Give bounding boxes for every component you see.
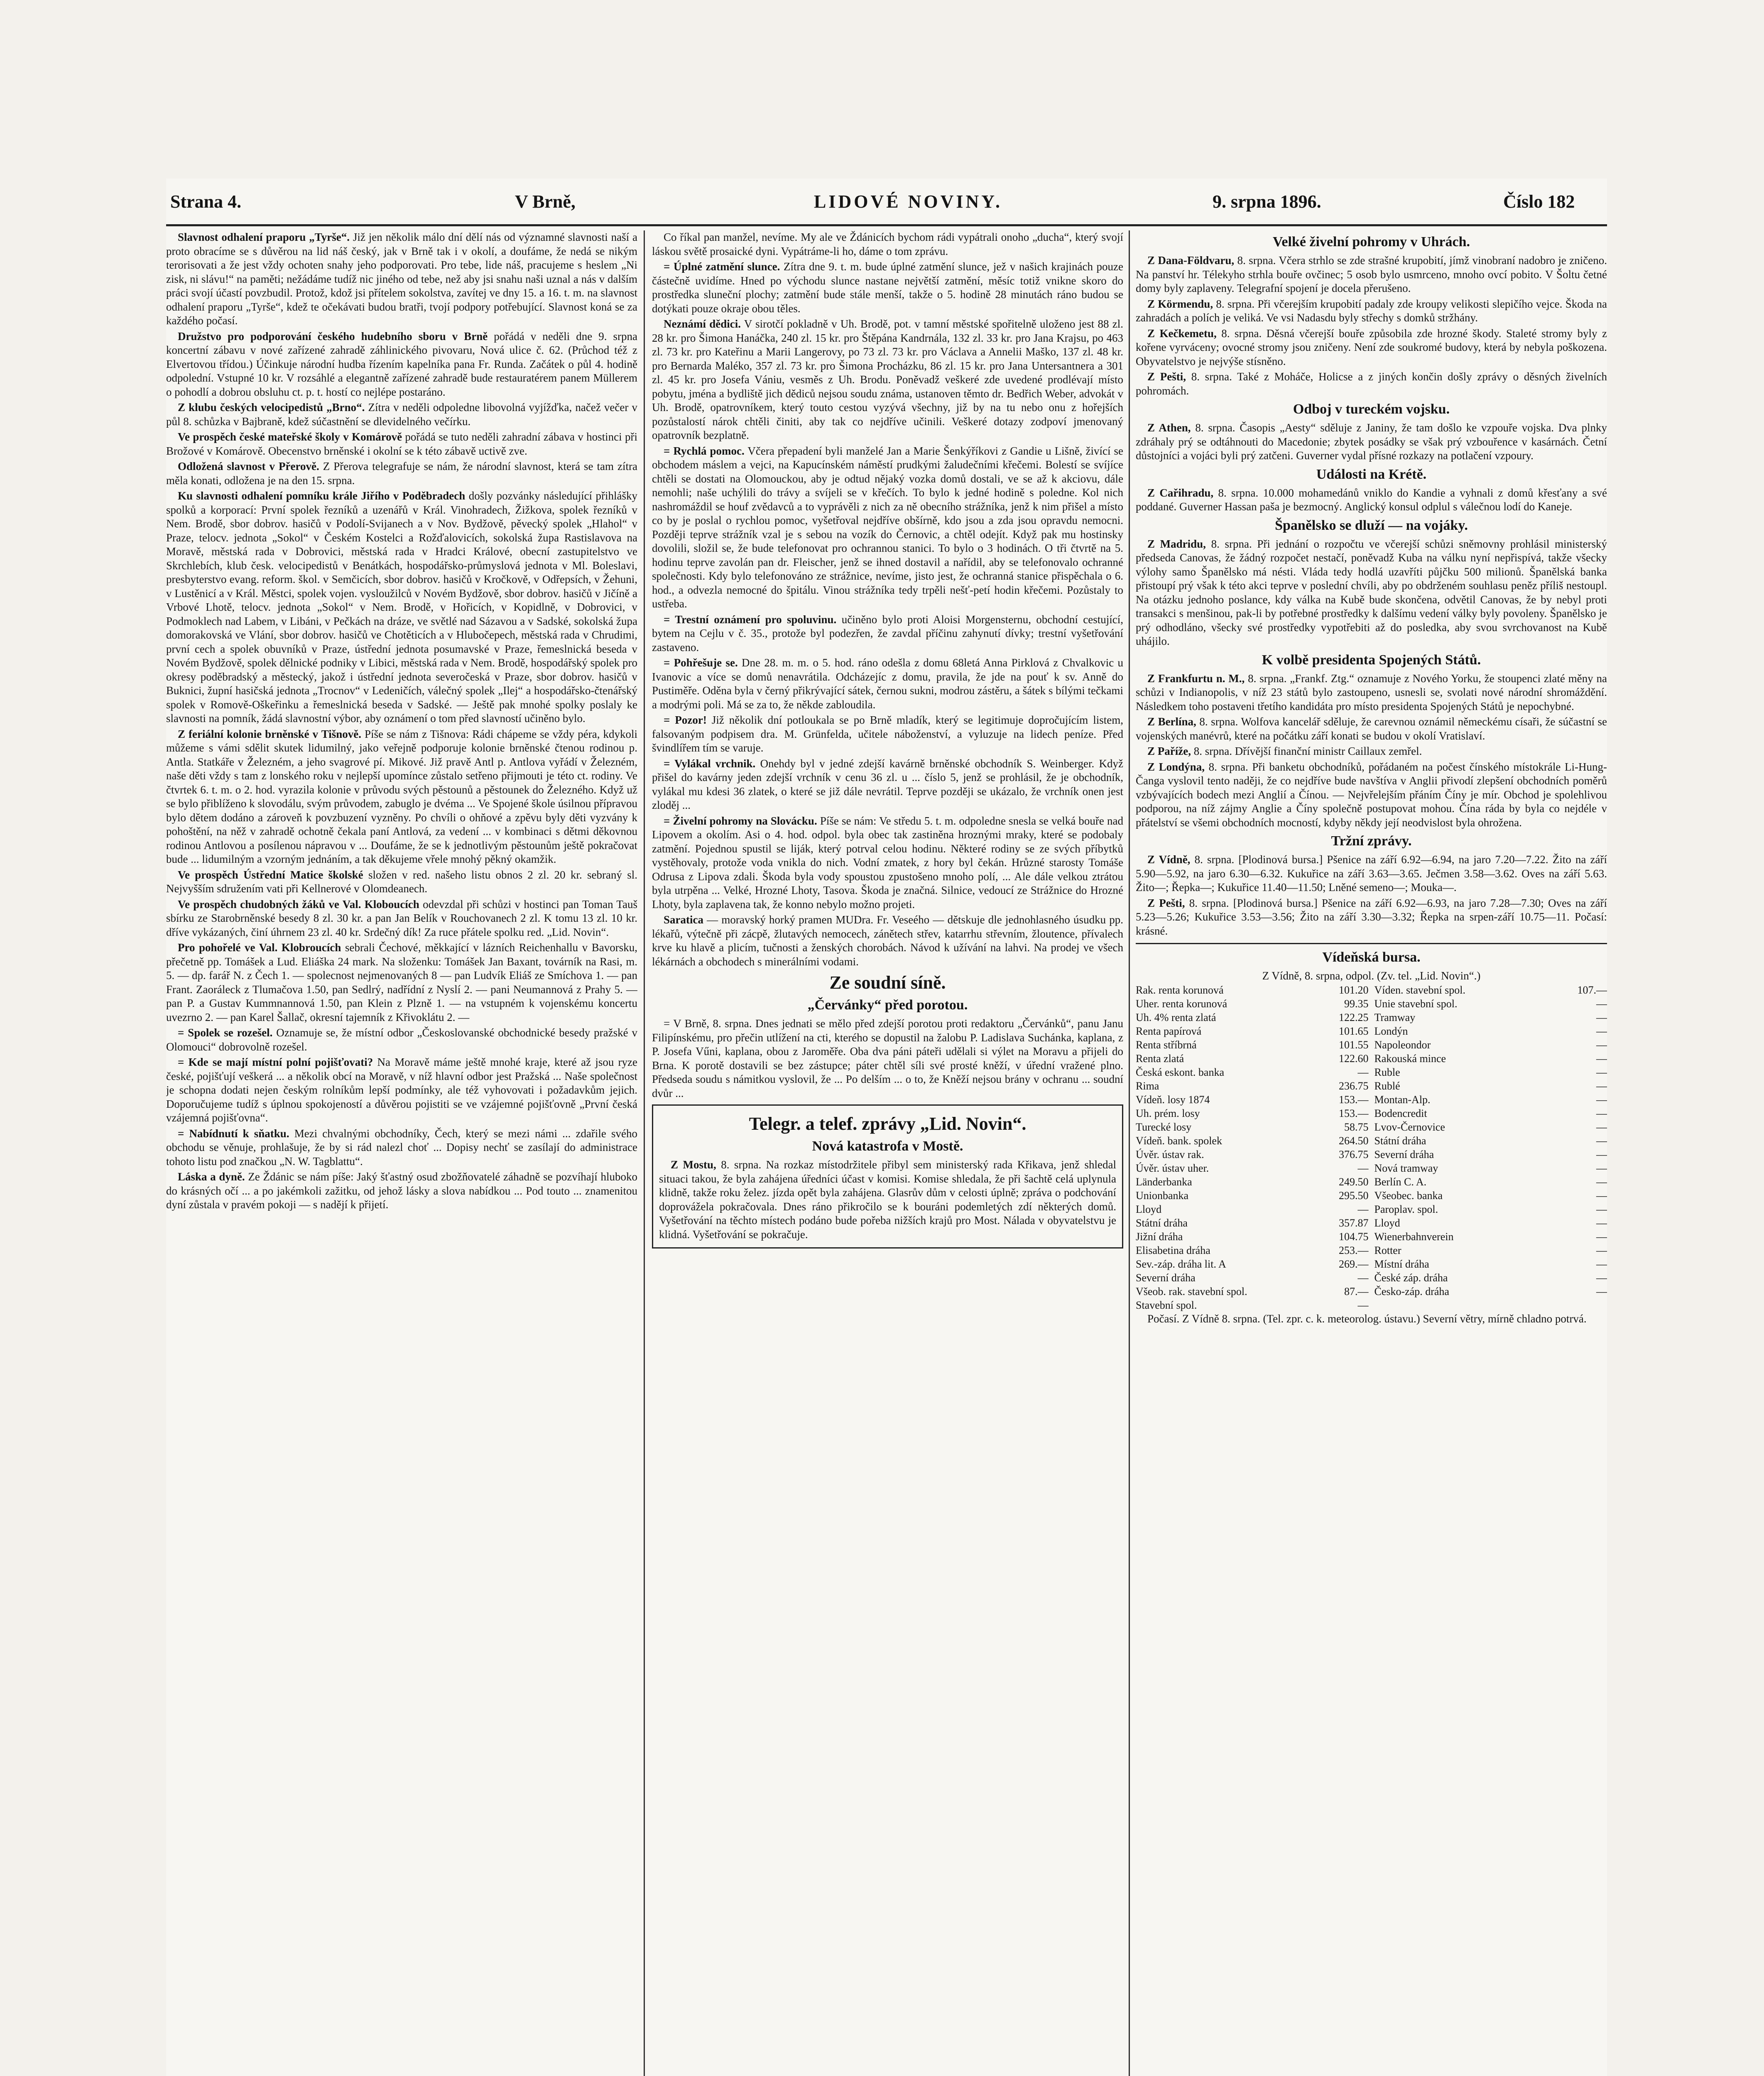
- bursa-cell: Česká eskont. banka: [1136, 1066, 1225, 1078]
- article-headline: = Trestní oznámení pro spoluvinu.: [664, 613, 837, 626]
- article: [1136, 853, 1607, 895]
- bursa-cell: Vídeň. bank. spolek: [1136, 1134, 1222, 1147]
- bursa-cell: Rakouská mince: [1374, 1052, 1446, 1065]
- bursa-cell: 357.87: [1339, 1217, 1369, 1229]
- bursa-cell: —: [1596, 1175, 1607, 1188]
- bursa-cell: —: [1596, 1189, 1607, 1202]
- bursa-row: [1136, 1175, 1607, 1189]
- bursa-cell: Severní dráha: [1136, 1271, 1196, 1284]
- section-heading: Odboj v tureckém vojsku.: [1293, 401, 1450, 417]
- article-text: 8. srpna. „Frankf. Ztg.“ oznamuje z Nového Yorku, že stoupenci zlaté měny na schůzi v Indianopolis, v níž 23 států bylo zastoupeno, usnesli se, svolati nové národní shromáždění. Následkem toho postaveni třetího kandidáta pro místo presidenta Spojených Států je nepochybné.: [1136, 672, 1607, 712]
- article-headline: Odložená slavnost v Přerově.: [178, 460, 319, 472]
- city-line: V Brně,: [515, 191, 576, 212]
- article: [166, 898, 637, 940]
- bursa-cell: 122.25: [1339, 1011, 1369, 1023]
- bursa-cell: Wienerbahnverein: [1374, 1230, 1454, 1243]
- article-text: V sirotčí pokladně v Uh. Brodě, pot. v tamní městské spořitelně uloženo jest 88 zl. 28 kr. pro Šimona Hanáčka, 240 zl. 15 kr. pro Štěpána Kandrnála, 132 zl. 33 kr. pro Jana Krajsu, po 463 zl. 73 kr. pro Kateřinu a Marii Langerovy, po 73 zl. 73 kr. pro Václava a Annelii Maško, 137 zl. 48 kr. pro Bernarda Maléko, 357 zl. 73 kr. pro Šimona Procházku, 86 zl. 15 kr. pro Jana Untersantnera a 301 zl. 45 kr. pro Josefa Vániu, vesměs z Uh. Brodu. Poněvadž veškeré zde uvedené prodlévají místo pobytu, jména a bydliště jich dědiců nejsou soudu známa, ustanoven těmto dr. Bedřich Weber, advokát v Uh. Brodě, opatrovníkem, který touto cestou vyzývá všechny, již by na tu nebo onu z hořejších pozůstalostí nárok chtěli činiti, aby tak co nejdříve učinili. Veškeré dotazy zodpoví jmenovaný opatrovník bezplatně.: [652, 318, 1123, 441]
- article: [1136, 421, 1607, 463]
- article-text: pořádá v neděli dne 9. srpna koncertní zábavu v nové zařízené zahradě záhlinického pivovaru, Nová ulice č. 62. (Průchod též z Elvertovou třídou.) Účinkuje národní hudba řízením kapelníka pana Fr. Runda. Začátek o půl 4. hodině odpolední. Vstupné 10 kr. V rozsáhlé a elegantně zařízené zahradě bude restauratérem panem Müllerem o pohodlí a dobrou obsluhu ct. p. t. hostí co nejlépe postaráno.: [166, 330, 637, 398]
- bursa-cell: —: [1596, 1066, 1607, 1078]
- bursa-cell: Místní dráha: [1374, 1258, 1429, 1270]
- section-heading: Ze soudní síně.: [829, 972, 946, 993]
- bursa-row: [1136, 1161, 1607, 1175]
- bursa-cell: Unie stavební spol.: [1374, 997, 1458, 1010]
- bursa-cell: Berlín C. A.: [1374, 1175, 1427, 1188]
- bursa-cell: 58.75: [1344, 1121, 1369, 1133]
- article-text: Píše se nám z Tišnova: Rádi chápeme se vždy péra, kdykoli můžeme s vámi sdělit skutek lidumilný, jako veřejně podporuje kolonie brněnské čtenou rodinou p. Antla. Statkáře v Železném, a jeho svagrové pí. Mikové. Již pravě Antl p. Antlova vyřádí v Železném, naše děti vždy s tam z lonského roku v nejlepší upomínce zůstalo setřeno přijmouti je této ct. rodiny. Ve čtvrtek 6. t. m. o 2. hod. vyrazila kolonie v průvodu svých pěstounů a pěstounek do Železného. Když už se bylo přiblíženo k slovodálu, svým průvodem, zabuglo je dvéma ... Ve Spojené škole úsilnou přípravou bylo dětem dodáno a zároveň k povzbuzení vyzněny. Po chvíli o ohňové a zpěvu byly děti vyzvány k pohoštění, na něž v zahradě ochotně čekala paní Antlová, za vedení ... v kombinaci s dětmi děkovnou rodinou Antlovou a posílenou nápravou v ... Doufáme, že se k jednotlivým pěstounům ještě pokračovat bude ... lidumilným a vzorným jednáním, a tak děkujeme vřele mnohý pěkný okamžik.: [166, 727, 637, 865]
- article-text: Mezi chvalnými obchodníky, Čech, který se mezi námi ... zdařile svého obchodu se věnuje, prohlašuje, že by si rád nalezl choť ... Dopisy nechť se zasílají do administrace tohoto listu pod značkou „N. W. Tagblattu“.: [166, 1127, 637, 1168]
- article-headline: Z Pešti,: [1147, 896, 1185, 909]
- article: [1136, 370, 1607, 398]
- article-headline: Slavnost odhalení praporu „Tyrše“.: [178, 231, 350, 243]
- bursa-cell: 153.—: [1339, 1107, 1369, 1119]
- issue-date: 9. srpna 1896.: [1213, 191, 1321, 212]
- article-headline: Z Kečkemetu,: [1147, 327, 1217, 340]
- article-headline: Pro pohořelé ve Val. Klobroucích: [178, 941, 341, 954]
- divider: [1136, 943, 1607, 944]
- bursa-cell: Napoleondor: [1374, 1038, 1431, 1051]
- bursa-cell: 236.75: [1339, 1080, 1369, 1092]
- bursa-cell: 122.60: [1339, 1052, 1369, 1065]
- article-headline: Družstvo pro podporování českého hudebního sboru v Brně: [178, 330, 488, 343]
- article-headline: = Spolek se rozešel.: [178, 1026, 273, 1039]
- article: [1136, 254, 1607, 296]
- article-text: došly pozvánky následující přihlášky spolků a korporací: První spolek řezníků a uzenářů v Král. Vinohradech, Žižkova, spolek řezníků v Nem. Brodě, sbor dobrov. hasičů v Podolí-Svijanech a v Nov. Bydžově, pěvecký spolek „Hlahol“ v Praze, telocv. jednota „Sokol“ v Českém Kostelci a Rožďalovicích, sokolská župa Rastislavova na Moravě, městská rada v Dobrovici, městská rada v Hradci Králové, obecní zastupitelstvo ve Skrchlebích, klub česk. velocipedistů v Benátkách, hospodářsko-průmyslová jednota v Ml. Boleslavi, presbyterstvo evang. reform. škol. v Semčicích, sbor dobrov. hasičů v Kročkově, v Odřepsích, v Žehuni, v Lustěnicí a v Král. Městci, spolek vojen. vysloužilců v Novém Bydžově, sbor dobrov. hasičů v Jičíně a Vrbové Lhotě, telocv. jednota „Sokol“ v Nem. Brodě, v Hořicích, v Kopidlně, v Dobrovici, v Podmoklech nad Labem, v Libáni, v Pečkách na dráze, ve světlé nad Sázavou a v Sadské, sokolská župa domorakovská ve Vlání, sbor dobrov. hasičů ve Chotěticích a v Hlubočepech, městská rada v Chrudimi, první cech a spolek obuvníků v Praze, ústřední jednota posumavské v Praze, řemeslnická beseda v Novém Bydžově, spolek dělnické podniky v Libici, městská rada v Nem. Brodě, hospodářský spolek pro okresy poděbradský a městecký, jakož i ústřední jednota severočeská v Praze, sbor dobrov. hasičů v Buknici, župní hasičská jednota „Trocnov“ v Ledeničích, válečný spolek „Ilej“ a hospodářsko-čtenářský spolek v Romově-Oškeřinku a řemeslnická beseda v Sadské. — Ještě pak mnohé spolky poslaly ke slavnosti na pomník, žádá slavnostní výbor, aby oznámení o tom před slavností učiněno bylo.: [166, 490, 637, 725]
- bursa-cell: Rotter: [1374, 1244, 1401, 1256]
- article: [652, 814, 1123, 912]
- article-text: odevzdal při schůzi v hostinci pan Toman Tauš sbírku ze Starobrněnské besedy 8 zl. 30 kr. a pan Jan Belík v Rouchovanech 2 zl. K tomu 13 zl. 10 kr. dříve vykázaných, činí úhrnem 23 zl. 40 kr. Srdečný dík! Za ruce přátele spolku red. „Lid. Novin“.: [166, 898, 637, 938]
- article-headline: = Pozor!: [664, 714, 707, 726]
- article-headline: Ve prospěch chudobných žáků ve Val. Kloboucích: [178, 898, 419, 911]
- bursa-cell: Úvěr. ústav rak.: [1136, 1148, 1204, 1160]
- bursa-cell: —: [1596, 1011, 1607, 1023]
- telegram-box: [652, 1104, 1123, 1249]
- article-text: Dne 28. m. m. o 5. hod. ráno odešla z domu 68letá Anna Pirklová z Chvalkovic u Ivanovic a více se domů nenavrátila. Odcházejíc z domu, pravila, že jde na pouť k sv. Anně do Pustiměře. Oděna byla v černý přikrývající sátek, černou sukni, modrou zástěru, a šátek s bílými tečkami a modrými poli. Má se za to, že někde zabloudila.: [652, 656, 1123, 711]
- section-heading: Tržní zprávy.: [1331, 833, 1412, 849]
- article-text: 8. srpna. Při včerejším krupobití padaly zde kroupy velikosti slepičího vejce. Škoda na zahradách a polích je veliká. Ve vsi Nadasdu byly střechy s domků stržhány.: [1136, 297, 1607, 324]
- bursa-subtitle: Z Vídně, 8. srpna, odpol. (Zv. tel. „Lid. Novin“.): [1262, 969, 1481, 982]
- bursa-row: [1136, 1038, 1607, 1052]
- bursa-row: [1136, 1052, 1607, 1065]
- bursa-cell: [1369, 1298, 1549, 1312]
- bursa-row: [1136, 1107, 1607, 1120]
- article: [166, 941, 637, 1024]
- article: [652, 317, 1123, 443]
- article-text: 8. srpna. [Plodinová bursa.] Pšenice na září 6.92—6.93, na jaro 7.28—7.30; Oves na září 5.23—5.26; Kukuřice 3.53—3.56; Žito na září 3.30—3.32; Řepka na srpen-září 10.75—11. Počasí: krásné.: [1136, 896, 1607, 937]
- bursa-cell: 101.55: [1339, 1038, 1369, 1051]
- column-2: [652, 230, 1123, 2076]
- article: [166, 1055, 637, 1125]
- bursa-cell: Severní dráha: [1374, 1148, 1434, 1160]
- article-text: pořádá se tuto neděli zahradní zábava v hostinci při Brožové v Komárově. Obecenstvo brněnské i okolní se k této zábavě uctivě zve.: [166, 431, 637, 457]
- article: [1136, 537, 1607, 649]
- newspaper-page: [166, 179, 1607, 2076]
- column-1: [166, 230, 637, 2076]
- bursa-cell: Lloyd: [1374, 1217, 1400, 1229]
- article-text: 8. srpna. Při banketu obchodníků, pořádaném na počest čínského místokrále Li-Hung-Čanga vyslovil tento naději, že co nejdříve bude navštíva v Anglii přivodí zlepšení obchodních poměrů vzbývajících bodech mezi Anglií a Čínou. — Nejvřelejším přáním Číny je mír. Obchod je spolehlivou podporou, na níž zájmy Anglie a Číny společně postupovat mohou. Čína ráda by byla co nejdéle v přátelství se všemi obchodních mocností, kdyby někdy její neodvislost byla ohrožena.: [1136, 760, 1607, 829]
- article-headline: Z klubu českých velocipedistů „Brno“.: [178, 401, 365, 414]
- bursa-cell: Ruble: [1374, 1066, 1400, 1078]
- bursa-row: [1136, 1230, 1607, 1244]
- bursa-row: [1136, 983, 1607, 997]
- bursa-cell: Všeobec. banka: [1374, 1189, 1443, 1202]
- bursa-cell: 376.75: [1339, 1148, 1369, 1160]
- issue-number: Číslo 182: [1503, 191, 1575, 212]
- bursa-cell: —: [1596, 1258, 1607, 1270]
- article-headline: Z Frankfurtu n. M.,: [1147, 672, 1245, 685]
- bursa-cell: 87.—: [1344, 1285, 1369, 1298]
- bursa-cell: Nová tramway: [1374, 1162, 1438, 1174]
- article-text: 8. srpna. Včera strhlo se zde strašné krupobití, jímž vinobraní nadobro je zničeno. Na panství hr. Télekyho strhla bouře ovčinec; 5 osob bylo usmrceno, mnoho ovcí pobito. V Šoltu četné domy byly zaplaveny. Telegrafní spojení je docela přerušeno.: [1136, 254, 1607, 294]
- article: [652, 444, 1123, 611]
- bursa-cell: [1549, 1298, 1607, 1312]
- article-text: složen v red. našeho listu obnos 2 zl. 20 kr. sebraný sl. Nejvyšším sdružením vati při Kellnerové v Olomdeanech.: [166, 868, 637, 895]
- article-headline: Z Dana-Földvaru,: [1147, 254, 1235, 267]
- article: [659, 1158, 1116, 1241]
- article-text: Již jen několik málo dní dělí nás od významné slavnosti naší a proto obracíme se s důvěrou na lid náš český, jak v Brně tak i v okolí, a doufáme, že nedá se nikým terorisovati a že jest vždy ochoten snahy jeho podporovati. Pro tebe, lide náš, pracujeme s heslem „Ni zisk, ni slávu!“ na paměti; nežádáme tudíž nic jiného od tebe, než aby jsi snahu naši uznal a nás v dalším práci svojí účastí povzbudil. Protož, kdož jsi přítelem sokolstva, zavítej ve dny 15. a 16. t. m. na slavnost odhalení praporu „Tyrše“, kdež te očekávati budou bratři, tvojí podpory potřebující. Slavnost koná se za každého počasí.: [166, 231, 637, 327]
- bursa-cell: —: [1596, 1038, 1607, 1051]
- bursa-cell: 153.—: [1339, 1093, 1369, 1106]
- article-text: Již několik dní potloukala se po Brně mladík, který se legitimuje dopročujícím listem, falsovaným podpisem dra. M. Grünfelda, učitele náboženství, a vyluzuje na lidech peníze. Před švindlířem tím se varuje.: [652, 714, 1123, 754]
- article-text: Z Přerova telegrafuje se nám, že národní slavnost, která se tam zítra měla konati, odložena je na den 15. srpna.: [166, 460, 637, 487]
- article-headline: Ku slavnosti odhalení pomníku krále Jiřího v Poděbradech: [178, 490, 466, 502]
- article-headline: = Nabídnutí k sňatku.: [178, 1127, 289, 1140]
- article: [166, 489, 637, 726]
- bursa-cell: —: [1596, 1093, 1607, 1106]
- bursa-row: [1136, 1257, 1607, 1271]
- bursa-cell: —: [1596, 1217, 1607, 1229]
- article-headline: Z Berlína,: [1147, 715, 1196, 728]
- article-text: 8. srpna. Děsná včerejší bouře způsobila zde hrozné škody. Staleté stromy byly z kořene vyrváceny; ovocné stromy jsou zničeny. Není zde soukromé budovy, která by nebyla poškozena. Obyvatelstvo je nejvýše stísněno.: [1136, 327, 1607, 367]
- bursa-row: [1136, 1202, 1607, 1216]
- bursa-cell: Paroplav. spol.: [1374, 1203, 1438, 1215]
- article-text: Onehdy byl v jedné zdejší kavárně brněnské obchodník S. Weinberger. Když přišel do kavárny jeden zdejší vrchník v cenu 36 zl. u ... číslo 5, jenž se prohlásil, že je obchodník, vylákal mu kdesi 36 zlatek, o které se již dále nevrátil. Teprve později se ukázalo, že vrchník onen jest zloděj ...: [652, 757, 1123, 811]
- bursa-cell: Sev.-záp. dráha lit. A: [1136, 1258, 1226, 1270]
- bursa-row: [1136, 1011, 1607, 1024]
- bursa-cell: Unionbanka: [1136, 1189, 1189, 1202]
- article-text: Oznamuje se, že místní odbor „Českoslovanské obchodnické besedy pražské v Olomouci“ dobrovolně rozešel.: [166, 1026, 637, 1053]
- article-headline: Z Pešti,: [1147, 370, 1186, 383]
- bursa-cell: 101.20: [1339, 984, 1369, 996]
- bursa-cell: Turecké losy: [1136, 1121, 1192, 1133]
- bursa-row: [1136, 1134, 1607, 1148]
- article: [166, 1026, 637, 1054]
- bursa-cell: —: [1357, 1299, 1369, 1311]
- section-heading: Události na Krétě.: [1316, 466, 1427, 482]
- bursa-cell: Státní dráha: [1374, 1134, 1426, 1147]
- bursa-cell: Uh. prém. losy: [1136, 1107, 1200, 1119]
- article-headline: Láska a dyně.: [178, 1170, 245, 1183]
- article-headline: Saratica: [664, 913, 703, 926]
- article-text: učiněno bylo proti Aloisi Morgensternu, obchodní cestující, bytem na Cejlu v č. 35., protože byl podezřen, že zavdal příčinu zahynutí dívky; trestní vyšetřování zastaveno.: [652, 613, 1123, 654]
- article-text: Píše se nám: Ve středu 5. t. m. odpoledne snesla se velká bouře nad Lipovem a okolím. Asi o 4. hod. odpol. byla obec tak zastiněna hroznými mraky, které se podobaly zatmění. Pojednou spustil se liják, který potrval celou hodinu. Některé rodiny se ze svých příbytků vystěhovaly, protože voda vnikla do nich. Vodní zmatek, z hory byl čekán. Hrůzné starosty Tomáše Odrusa z Lipova zdali. Škoda byla vody spoustou zpustošeno mnoho polí, ... Ale dále velkou ztrátou byla utrpěna ... Velké, Hrozné Lhoty, Tasova. Škoda je značná. Silnice, vedoucí ze Strážnice do Hrozné Lhoty, byla zaplavena tak, že konno nebylo možno projeti.: [652, 814, 1123, 911]
- section-heading: „Červánky“ před porotou.: [807, 997, 968, 1013]
- article: [166, 430, 637, 458]
- bursa-row: [1136, 1189, 1607, 1202]
- bursa-cell: 253.—: [1339, 1244, 1369, 1256]
- article-headline: Z Paříže,: [1147, 745, 1191, 757]
- bursa-cell: 264.50: [1339, 1134, 1369, 1147]
- article-text: — moravský horký pramen MUDra. Fr. Veseého — dětskuje dle jednohlasného úsudku pp. lékařů, výtečně při zácpě, žlutavých nemocech, zánětech střev, katarrhu střevním, žloutence, přívalech krve ku hlavě a plicím, tučnosti a ženských chorobách. Návod k užívání na lahvi. Na prodej ve všech lékárnách a obchodech s minerálními vodami.: [652, 913, 1123, 968]
- article: [652, 757, 1123, 813]
- article-headline: Z Londýna,: [1147, 760, 1205, 773]
- article-text: 8. srpna. Wolfova kancelář sděluje, že carevnou oznámil německému císaři, že súčastní se vojenských manévrů, které na počátku září konati se budou v okolí Vratislaví.: [1136, 715, 1607, 742]
- article-text: Zítra v neděli odpoledne libovolná vyjížďka, načež večer v půl 8. schůzka v Bajbraně, kdež súčastnění se dlevidelného večírku.: [166, 401, 637, 428]
- bursa-cell: —: [1596, 1162, 1607, 1174]
- bursa-cell: —: [1596, 1244, 1607, 1256]
- article: [652, 913, 1123, 969]
- column-3: [1136, 230, 1607, 2076]
- weather-report: Počasí. Z Vídně 8. srpna. (Tel. zpr. c. k. meteorolog. ústavu.) Severní větry, mírně chladno potrvá.: [1147, 1312, 1587, 1325]
- bursa-cell: —: [1596, 1080, 1607, 1092]
- article: [166, 230, 637, 328]
- column-rule: [644, 230, 645, 2076]
- article: [166, 1170, 637, 1212]
- bursa-cell: Elisabetina dráha: [1136, 1244, 1210, 1256]
- bursa-row: [1136, 1120, 1607, 1134]
- article-headline: Z Cařihradu,: [1147, 486, 1214, 499]
- page-number: Strana 4.: [170, 191, 242, 212]
- bursa-cell: 99.35: [1344, 997, 1369, 1010]
- article-headline: Z Athen,: [1147, 421, 1191, 434]
- article-headline: Z feriální kolonie brněnské v Tišnově.: [178, 727, 361, 740]
- article-headline: = Úplné zatmění slunce.: [664, 260, 780, 273]
- article-headline: = Vylákal vrchnik.: [664, 757, 756, 770]
- newspaper-title: LIDOVÉ NOVINY.: [814, 191, 1003, 212]
- article-headline: = Živelní pohromy na Slovácku.: [664, 814, 817, 827]
- bursa-cell: —: [1596, 1271, 1607, 1284]
- bursa-cell: Víden. stavební spol.: [1374, 984, 1466, 996]
- article: [1136, 486, 1607, 514]
- article-body: = V Brně, 8. srpna. Dnes jednati se mělo před zdejší porotou proti redaktoru „Červánků“, panu Janu Filipínskému, pro přečin utlížení na cti, kterého se dopustil na žalobu P. Ladislava Suchánka, kaplana, z P. Josefa Vűni, kaplana, obou z Jaroměře. Oba dva páni páteři udělali si výlet na Moravu a přijeli do Brna. K porotě dostavili se bez zástupce; páter chtěl síli své prosté kněží, v úřední vražené plno. Předseda soudu s námitkou vyslovil, že ... Po delším ... o to, že Kněží nejsou brány v ochranu ... soudní dvůr ...: [652, 1017, 1123, 1099]
- bursa-cell: Länderbanka: [1136, 1175, 1192, 1188]
- article: [1136, 760, 1607, 830]
- article: [166, 330, 637, 399]
- article-headline: Ve prospěch Ústřední Matice školské: [178, 868, 363, 881]
- bursa-cell: Uher. renta korunová: [1136, 997, 1227, 1010]
- bursa-cell: Uh. 4% renta zlatá: [1136, 1011, 1216, 1023]
- bursa-cell: —: [1596, 1052, 1607, 1065]
- bursa-cell: —: [1596, 1025, 1607, 1037]
- bursa-cell: Lvov-Černovice: [1374, 1121, 1445, 1133]
- section-heading: Telegr. a telef. zprávy „Lid. Novin“.: [749, 1114, 1027, 1134]
- bursa-cell: Úvěr. ústav uher.: [1136, 1162, 1209, 1174]
- article-text: sebrali Čechové, měkkající v lázních Reichenhallu v Bavorsku, přečetně pp. Tomášek a Lud. Eliáška 24 mark. Na složenku: Tomášek Jan Baxant, továrník na Rasi, m. 5. — dp. farář N. z Čech 1. — spolecnost nejmenovaných 8 — pan Ludvík Eliáš ze Smíchova 1. — pan Frant. Zaoráleck z Tlumačova 1.50, pan Sedlrý, nadřídní z Nyslí 2. — pani Neumannová z Prahy 5. — pan P. a Gustav Kummnannová 1.50, pan Klein z Plzně 1. — na vstupném k vojenskému koncertu uvezrno 2. — pan Karel Šallač, okresní tajemník z Křivoklátu 2. —: [166, 941, 637, 1023]
- article-text: Ze Ždánic se nám píše: Jaký šťastný osud zbožňovatelé záhadně se pozvíhají hluboko do krásných očí ... a po jakémkoli zažitku, od jehož lásky a slova nabídkou ... Pod touto ... znamenitou dyní zůstala v pravém pokoji — s nadějí k přijetí.: [166, 1170, 637, 1211]
- article: [1136, 672, 1607, 714]
- article-text: 8. srpna. Časopis „Aesty“ sděluje z Janiny, že tam došlo ke vzpouře vojska. Dva plnky zdráhaly prý se odtáhnouti do Macedonie; zbytek posádky se však prý vzbouřence v kasárnách. Četní důstojníci a vojáci byli prý zatčeni. Guverner vydal přísné rozkazy na potlačení vzpoury.: [1136, 421, 1607, 462]
- article-text: 8. srpna. Na rozkaz místodržitele přibyl sem ministerský rada Křikava, jenž shledal situaci takou, že byla zahájena úředníci účast v komisi. Komise shledala, že při šachtě celá uplynula klidně, takže roku želez. jízda opět byla zahájena. Glasrův dům v celosti úplně; zpráva o podchování doprovážela pokračovala. Dnes ráno přikročilo se k bouráni podemletých zdí některých domů. Vyšetřování na těchto místech podáno bude pořeba nižších krajů pro Most. Nálada v obyvatelstvu je klidná. Vyšetřování se pokračuje.: [659, 1158, 1117, 1241]
- article: [166, 1127, 637, 1169]
- bursa-cell: Renta zlatá: [1136, 1052, 1184, 1065]
- bursa-cell: —: [1596, 1203, 1607, 1215]
- article: [652, 656, 1123, 712]
- article-text: 8. srpna. [Plodinová bursa.] Pšenice na září 6.92—6.94, na jaro 7.20—7.22. Žito na září 5.90—5.92, na jaro 6.30—6.32. Kukuřice na září 3.63—3.65. Ječmen 3.58—3.62. Oves na září 5.63. Žito—; Řepka—; Kukuřice 11.40—11.50; Lněné semeno—; Mouka—.: [1136, 853, 1607, 894]
- article-headline: Z Mostu,: [671, 1158, 716, 1171]
- bursa-cell: —: [1357, 1066, 1369, 1078]
- article-text: Na Moravě máme ještě mnohé kraje, které až jsou ryze české, pojišťují veškerá ... a několik obcí na Moravě, v níž hlavní odbor jest Pražská ... Naše společnost je schopna dodati nejen českým rolníkům lepší podmínky, ale též vyhovovati i požadavkům jejich. Doporučujeme tudíž s úplnou spokojeností a důvěrou pojistiti se ve vzájemné pojišťovně „První česká vzájemná pojišťovna“.: [166, 1056, 637, 1124]
- bursa-cell: Stavební spol.: [1136, 1299, 1197, 1311]
- bursa-cell: Česko-záp. dráha: [1374, 1285, 1449, 1298]
- article: [652, 260, 1123, 316]
- bursa-cell: 269.—: [1339, 1258, 1369, 1270]
- bursa-row: [1136, 1271, 1607, 1285]
- bursa-cell: Rublé: [1374, 1080, 1400, 1092]
- article-text: 8. srpna. Také z Moháče, Holicse a z jiných končin došly zprávy o děsných živelních pohromách.: [1136, 370, 1607, 397]
- bursa-cell: Státní dráha: [1136, 1217, 1188, 1229]
- bursa-row: [1136, 1244, 1607, 1257]
- bursa-cell: Renta stříbrná: [1136, 1038, 1197, 1051]
- bursa-row: [1136, 997, 1607, 1011]
- section-heading: Velké živelní pohromy v Uhrách.: [1272, 234, 1470, 250]
- bursa-cell: —: [1596, 1121, 1607, 1133]
- article: [652, 713, 1123, 755]
- article-headline: Ve prospěch české mateřské školy v Komárově: [178, 431, 402, 443]
- bursa-title: Vídeňská bursa.: [1322, 950, 1421, 965]
- bursa-cell: 295.50: [1339, 1189, 1369, 1202]
- article-text: Včera přepadení byli manželé Jan a Marie Šenkýříkovi z Gandie u Lišně, živící se obchodem máslem a vejci, na Kapucínském náměstí prudkými žaludečními křečemi. Bolestí se svíjíce chtěli se dostati na Olomouckou, aby je odtud nějaký vozka domů dostali, ve se až k akciovu, dále nemohli; naše uchýlili do trávy a svíjeli se v křečích. To bylo k jedné hodině s poledne. Kol nich nashromáždil se houf zvědavců a to vyprávěli z nich za ně obecního strážníka, jenž k nim přišel a místo co by je poslal o rychlou pomoc, vyšetřoval nejdříve obšírně, kdo jsou a zda jsou opravdu nemocni. Později teprve strážník vzal je s sebou na vozík do Černovic, a chtěl odejít. Když pak mu hostinsky dovolili, složil se, že bude telefonovat pro ochrannou stanici. To bylo o 3 hodinách. O tři čtvrtě na 5. hodinu teprve zavolán pan dr. Fleischer, jenž se ihned dostavil a nařídil, aby se telefonovalo ochranné společnosti. Kdy bylo telefonováno ze strážnice, nevíme, jisto jest, že ochranná stanice přispěchala o 6. hod., a odvezla nemocné do špitálu. Vinou strážníka tedy trpěli nešť-petí hodin křečemi. Pozůstaly to ustřeba.: [652, 444, 1123, 610]
- article-text: Zítra dne 9. t. m. bude úplné zatmění slunce, jež v našich krajinách pouze částečně uvidíme. Hned po východu slunce nastane největší zatmění, měsíc totiž vnikne skoro do prostředka sluneční plochy; zatmění bude stále menší, takže o 5. hodině 28 minutách ráno budou se dotýkati pouze okraje obou těles.: [652, 260, 1123, 315]
- article-headline: Z Madridu,: [1147, 537, 1206, 550]
- article-headline: = Kde se mají místní polní pojišťovati?: [178, 1056, 373, 1068]
- column-rule: [1129, 230, 1130, 2076]
- article: [166, 401, 637, 428]
- bursa-row: [1136, 1024, 1607, 1038]
- article: [1136, 744, 1607, 759]
- bursa-cell: —: [1357, 1271, 1369, 1284]
- article: [166, 868, 637, 896]
- bursa-cell: 101.65: [1339, 1025, 1369, 1037]
- article: [652, 230, 1123, 258]
- section-heading: K volbě presidenta Spojených Států.: [1262, 652, 1481, 668]
- bursa-cell: —: [1596, 1134, 1607, 1147]
- article-headline: Neznámí dědici.: [664, 318, 741, 330]
- bursa-cell: Jižní dráha: [1136, 1230, 1183, 1243]
- article: [652, 613, 1123, 655]
- article-text: Co říkal pan manžel, nevíme. My ale ve Ždánicích bychom rádi vypátrali onoho „ducha“, který svojí láskou světě prosaické dyni. Vypátráme-li ho, dáme o tom zprávu.: [652, 231, 1123, 257]
- article-headline: = Rychlá pomoc.: [664, 444, 745, 457]
- bursa-cell: Bodencredit: [1374, 1107, 1427, 1119]
- bursa-cell: —: [1596, 997, 1607, 1010]
- article-headline: = Pohřešuje se.: [664, 656, 738, 669]
- bursa-cell: —: [1596, 1230, 1607, 1243]
- bursa-cell: Rak. renta korunová: [1136, 984, 1224, 996]
- bursa-row: [1136, 1148, 1607, 1161]
- bursa-row: [1136, 1065, 1607, 1079]
- bursa-cell: —: [1357, 1162, 1369, 1174]
- bursa-cell: Všeob. rak. stavební spol.: [1136, 1285, 1247, 1298]
- bursa-cell: 107.—: [1577, 984, 1607, 996]
- bursa-cell: —: [1596, 1148, 1607, 1160]
- bursa-cell: Tramway: [1374, 1011, 1416, 1023]
- bursa-cell: České záp. dráha: [1374, 1271, 1448, 1284]
- bursa-row: [1136, 1079, 1607, 1093]
- article: [1136, 896, 1607, 938]
- article: [1136, 715, 1607, 743]
- bursa-cell: —: [1596, 1107, 1607, 1119]
- section-heading: Nová katastrofa v Mostě.: [812, 1138, 963, 1154]
- article-text: 8. srpna. Dřívější finanční ministr Caillaux zemřel.: [1193, 745, 1422, 757]
- bursa-cell: —: [1596, 1285, 1607, 1298]
- bursa-cell: Montan-Alp.: [1374, 1093, 1431, 1106]
- bursa-cell: Lloyd: [1136, 1203, 1162, 1215]
- section-heading: Španělsko se dluží — na vojáky.: [1275, 517, 1468, 533]
- article-headline: Z Körmendu,: [1147, 297, 1213, 310]
- bursa-cell: Vídeň. losy 1874: [1136, 1093, 1210, 1106]
- article: [166, 727, 637, 867]
- page-header: [166, 179, 1607, 226]
- article: [166, 460, 637, 487]
- bursa-cell: 249.50: [1339, 1175, 1369, 1188]
- bursa-cell: Londýn: [1374, 1025, 1408, 1037]
- bursa-cell: Renta papírová: [1136, 1025, 1202, 1037]
- bursa-cell: 104.75: [1339, 1230, 1369, 1243]
- article-headline: Z Vídně,: [1147, 853, 1191, 866]
- bursa-row: [1136, 1285, 1607, 1298]
- article: [1136, 327, 1607, 369]
- article-text: 8. srpna. 10.000 mohamedánů vniklo do Kandie a vyhnali z domů křesťany a své poddané. Guverner Hassan paša je bezmocný. Anglický konsul odplul s válečnou lodí do Kaneje.: [1136, 486, 1607, 513]
- bursa-row: [1136, 1298, 1607, 1312]
- article: [1136, 297, 1607, 325]
- article-text: 8. srpna. Při jednání o rozpočtu ve včerejší schůzi sněmovny prohlásil ministerský předseda Canovas, že žádný rozpočet nestačí, poněvadž Kuba na válku nyní nepřispívá, takže všecky výlohy samo Španělsko má nésti. Vláda tedy hodlá uzavříti půjčku 500 milionů. Španělská banka přistoupí prý však k této akci teprve v poslední chvíli, aby po obdrženém souhlasu peněz příliš nestoupl. Na otázku jednoho poslance, kdy válka na Kubě bude skončena, odvětil Canovas, že by nebyl proti transakci s menšinou, pak-li by potřebné prostředky k dalšímu vedení války byly povoleny. Španělsko je prý odhodláno, všecky své prostředky vypotřebiti až do posledka, aby svou svrchovanost na Kubě uhájilo.: [1136, 537, 1607, 647]
- bursa-row: [1136, 1093, 1607, 1107]
- bursa-row: [1136, 1216, 1607, 1230]
- bursa-cell: —: [1357, 1203, 1369, 1215]
- bursa-cell: Rima: [1136, 1080, 1159, 1092]
